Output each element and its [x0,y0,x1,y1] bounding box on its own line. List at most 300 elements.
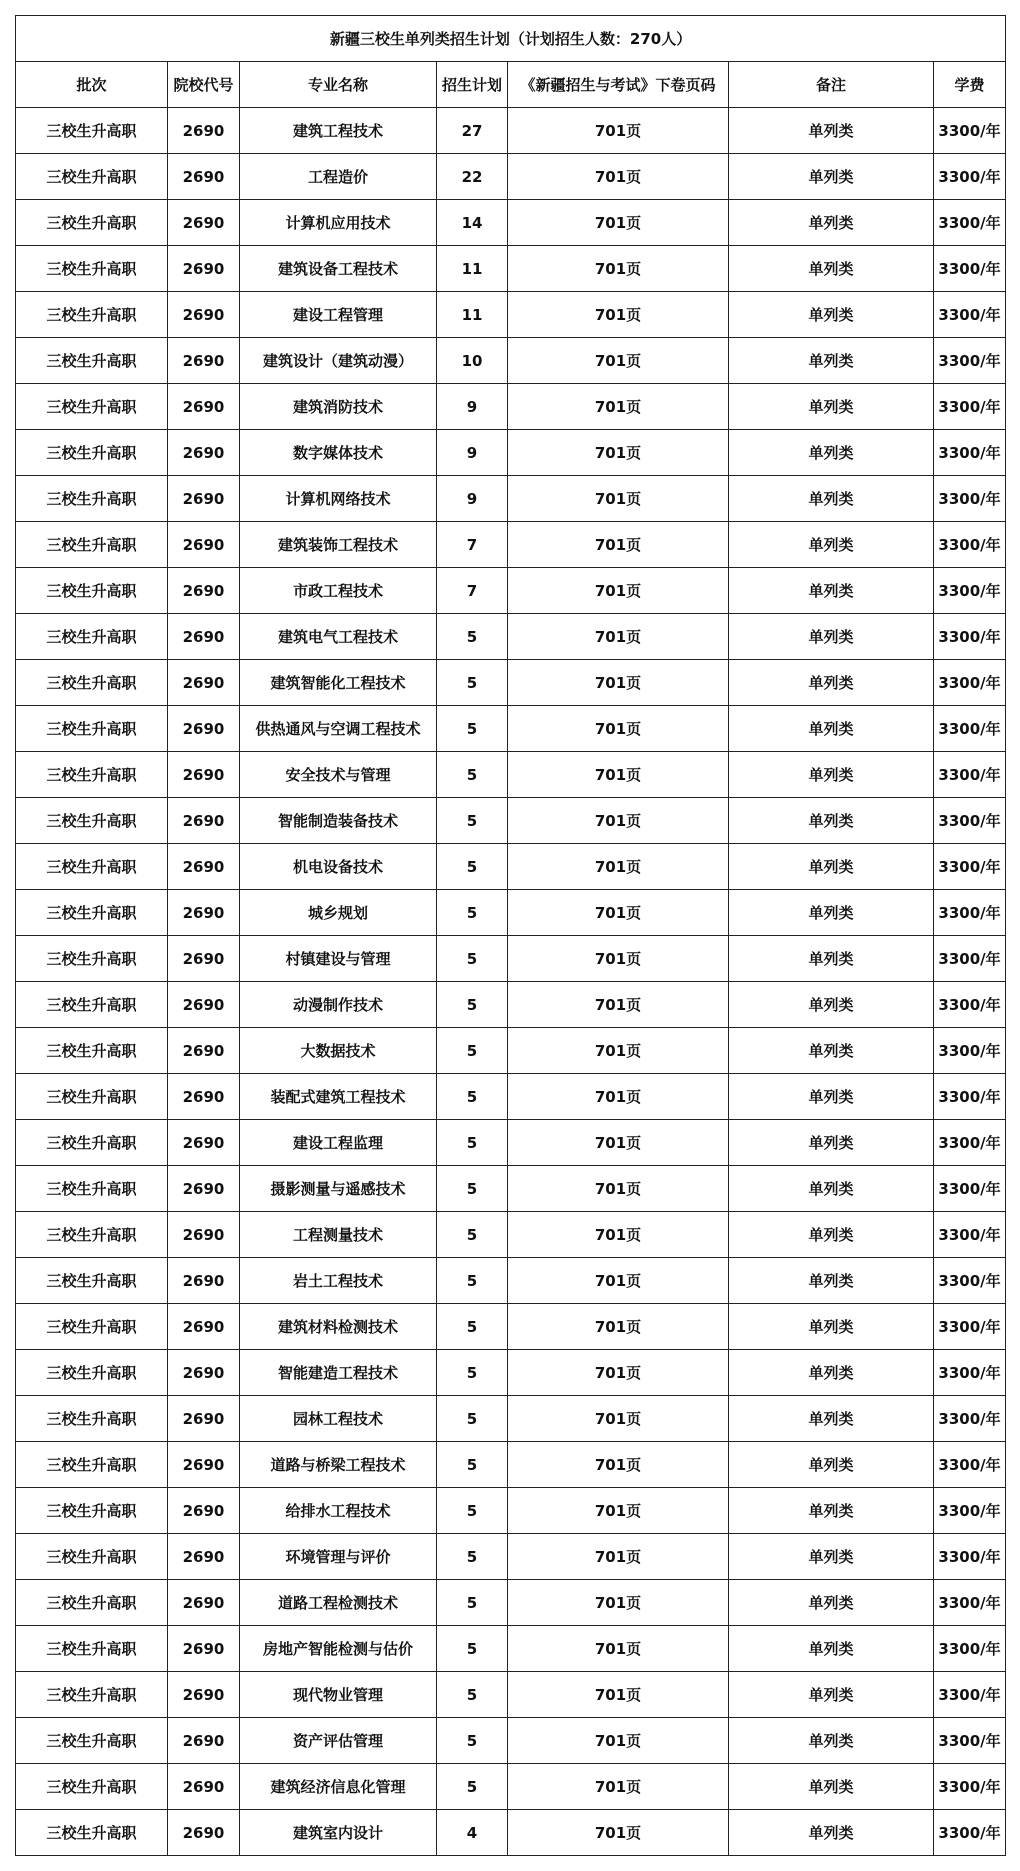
cell-page-number: 701页 [508,338,729,384]
cell-major-name: 现代物业管理 [240,1672,437,1718]
cell-enrollment-plan: 5 [437,1212,508,1258]
cell-remarks: 单列类 [729,1764,934,1810]
cell-enrollment-plan: 5 [437,752,508,798]
cell-school-code: 2690 [168,1580,240,1626]
cell-batch: 三校生升高职 [16,200,168,246]
table-row [16,936,1006,982]
cell-major-name: 道路与桥梁工程技术 [240,1442,437,1488]
cell-tuition: 3300/年 [934,154,1006,200]
cell-enrollment-plan: 5 [437,1442,508,1488]
cell-batch: 三校生升高职 [16,522,168,568]
cell-remarks: 单列类 [729,752,934,798]
cell-tuition: 3300/年 [934,476,1006,522]
cell-batch: 三校生升高职 [16,1120,168,1166]
cell-remarks: 单列类 [729,200,934,246]
cell-batch: 三校生升高职 [16,338,168,384]
cell-batch: 三校生升高职 [16,1258,168,1304]
table-row [16,108,1006,154]
cell-batch: 三校生升高职 [16,1764,168,1810]
table-row [16,522,1006,568]
cell-school-code: 2690 [168,1258,240,1304]
cell-school-code: 2690 [168,430,240,476]
cell-tuition: 3300/年 [934,1534,1006,1580]
header-page-number: 《新疆招生与考试》下卷页码 [508,62,729,108]
header-remarks: 备注 [729,62,934,108]
cell-page-number: 701页 [508,430,729,476]
cell-page-number: 701页 [508,1580,729,1626]
cell-batch: 三校生升高职 [16,890,168,936]
table-row [16,1626,1006,1672]
cell-page-number: 701页 [508,1258,729,1304]
cell-major-name: 摄影测量与遥感技术 [240,1166,437,1212]
cell-enrollment-plan: 5 [437,1166,508,1212]
cell-batch: 三校生升高职 [16,568,168,614]
cell-school-code: 2690 [168,476,240,522]
cell-major-name: 园林工程技术 [240,1396,437,1442]
cell-enrollment-plan: 5 [437,1258,508,1304]
cell-major-name: 安全技术与管理 [240,752,437,798]
cell-major-name: 建筑材料检测技术 [240,1304,437,1350]
cell-enrollment-plan: 27 [437,108,508,154]
table-row [16,1304,1006,1350]
cell-batch: 三校生升高职 [16,1626,168,1672]
cell-remarks: 单列类 [729,798,934,844]
cell-page-number: 701页 [508,1304,729,1350]
cell-remarks: 单列类 [729,660,934,706]
cell-batch: 三校生升高职 [16,1442,168,1488]
cell-page-number: 701页 [508,890,729,936]
cell-enrollment-plan: 7 [437,568,508,614]
cell-major-name: 道路工程检测技术 [240,1580,437,1626]
cell-batch: 三校生升高职 [16,798,168,844]
cell-school-code: 2690 [168,1534,240,1580]
cell-page-number: 701页 [508,1074,729,1120]
cell-batch: 三校生升高职 [16,292,168,338]
table-row [16,1166,1006,1212]
cell-enrollment-plan: 5 [437,1396,508,1442]
cell-tuition: 3300/年 [934,108,1006,154]
cell-enrollment-plan: 14 [437,200,508,246]
cell-page-number: 701页 [508,1672,729,1718]
cell-major-name: 建筑设备工程技术 [240,246,437,292]
cell-enrollment-plan: 5 [437,890,508,936]
table-row [16,1258,1006,1304]
table-row [16,1718,1006,1764]
cell-tuition: 3300/年 [934,246,1006,292]
cell-enrollment-plan: 5 [437,936,508,982]
cell-major-name: 建设工程管理 [240,292,437,338]
cell-major-name: 建筑经济信息化管理 [240,1764,437,1810]
cell-school-code: 2690 [168,154,240,200]
cell-page-number: 701页 [508,522,729,568]
cell-major-name: 工程测量技术 [240,1212,437,1258]
cell-tuition: 3300/年 [934,1166,1006,1212]
cell-remarks: 单列类 [729,1718,934,1764]
cell-remarks: 单列类 [729,1304,934,1350]
cell-tuition: 3300/年 [934,568,1006,614]
cell-remarks: 单列类 [729,936,934,982]
cell-school-code: 2690 [168,1028,240,1074]
table-row [16,706,1006,752]
cell-school-code: 2690 [168,614,240,660]
cell-remarks: 单列类 [729,476,934,522]
cell-batch: 三校生升高职 [16,1580,168,1626]
cell-tuition: 3300/年 [934,1074,1006,1120]
cell-tuition: 3300/年 [934,1764,1006,1810]
cell-tuition: 3300/年 [934,1258,1006,1304]
cell-batch: 三校生升高职 [16,1166,168,1212]
cell-school-code: 2690 [168,1672,240,1718]
cell-enrollment-plan: 7 [437,522,508,568]
cell-school-code: 2690 [168,844,240,890]
cell-batch: 三校生升高职 [16,1350,168,1396]
cell-remarks: 单列类 [729,1396,934,1442]
table-row [16,476,1006,522]
cell-enrollment-plan: 5 [437,1672,508,1718]
table-row [16,1488,1006,1534]
cell-enrollment-plan: 5 [437,1028,508,1074]
cell-tuition: 3300/年 [934,384,1006,430]
cell-major-name: 建筑工程技术 [240,108,437,154]
table-row [16,292,1006,338]
table-row [16,844,1006,890]
cell-major-name: 建筑设计（建筑动漫） [240,338,437,384]
cell-school-code: 2690 [168,1488,240,1534]
cell-tuition: 3300/年 [934,1488,1006,1534]
cell-remarks: 单列类 [729,982,934,1028]
table-row [16,614,1006,660]
cell-major-name: 建设工程监理 [240,1120,437,1166]
cell-tuition: 3300/年 [934,522,1006,568]
cell-batch: 三校生升高职 [16,1212,168,1258]
cell-remarks: 单列类 [729,890,934,936]
cell-page-number: 701页 [508,798,729,844]
cell-tuition: 3300/年 [934,844,1006,890]
cell-enrollment-plan: 5 [437,798,508,844]
cell-batch: 三校生升高职 [16,1534,168,1580]
cell-major-name: 大数据技术 [240,1028,437,1074]
cell-school-code: 2690 [168,1442,240,1488]
cell-batch: 三校生升高职 [16,1488,168,1534]
cell-school-code: 2690 [168,1304,240,1350]
cell-school-code: 2690 [168,338,240,384]
cell-remarks: 单列类 [729,1074,934,1120]
title-row [16,16,1006,62]
cell-school-code: 2690 [168,1396,240,1442]
cell-school-code: 2690 [168,1120,240,1166]
cell-enrollment-plan: 5 [437,1764,508,1810]
cell-remarks: 单列类 [729,522,934,568]
cell-school-code: 2690 [168,200,240,246]
cell-school-code: 2690 [168,1212,240,1258]
table-row [16,1764,1006,1810]
cell-enrollment-plan: 11 [437,246,508,292]
cell-enrollment-plan: 5 [437,1534,508,1580]
cell-tuition: 3300/年 [934,936,1006,982]
cell-school-code: 2690 [168,1074,240,1120]
cell-batch: 三校生升高职 [16,1074,168,1120]
cell-batch: 三校生升高职 [16,752,168,798]
cell-major-name: 岩土工程技术 [240,1258,437,1304]
table-row [16,384,1006,430]
cell-enrollment-plan: 5 [437,1120,508,1166]
cell-tuition: 3300/年 [934,1120,1006,1166]
cell-school-code: 2690 [168,1810,240,1856]
cell-page-number: 701页 [508,108,729,154]
cell-page-number: 701页 [508,1442,729,1488]
table-row [16,890,1006,936]
cell-remarks: 单列类 [729,246,934,292]
cell-remarks: 单列类 [729,1672,934,1718]
cell-tuition: 3300/年 [934,1028,1006,1074]
cell-major-name: 建筑消防技术 [240,384,437,430]
cell-enrollment-plan: 5 [437,660,508,706]
table-row [16,982,1006,1028]
cell-major-name: 给排水工程技术 [240,1488,437,1534]
cell-school-code: 2690 [168,1764,240,1810]
table-row [16,1442,1006,1488]
cell-enrollment-plan: 5 [437,706,508,752]
header-enrollment-plan: 招生计划 [437,62,508,108]
cell-major-name: 装配式建筑工程技术 [240,1074,437,1120]
cell-enrollment-plan: 5 [437,1718,508,1764]
table-row [16,1810,1006,1856]
cell-school-code: 2690 [168,384,240,430]
enrollment-plan-table [15,15,1006,1856]
cell-major-name: 建筑电气工程技术 [240,614,437,660]
cell-page-number: 701页 [508,476,729,522]
cell-tuition: 3300/年 [934,1304,1006,1350]
cell-tuition: 3300/年 [934,430,1006,476]
cell-major-name: 数字媒体技术 [240,430,437,476]
header-major-name: 专业名称 [240,62,437,108]
cell-page-number: 701页 [508,154,729,200]
cell-major-name: 建筑智能化工程技术 [240,660,437,706]
cell-tuition: 3300/年 [934,1626,1006,1672]
cell-page-number: 701页 [508,1166,729,1212]
cell-tuition: 3300/年 [934,338,1006,384]
cell-tuition: 3300/年 [934,1718,1006,1764]
cell-remarks: 单列类 [729,1580,934,1626]
cell-batch: 三校生升高职 [16,844,168,890]
cell-page-number: 701页 [508,936,729,982]
cell-major-name: 智能制造装备技术 [240,798,437,844]
cell-remarks: 单列类 [729,1534,934,1580]
cell-remarks: 单列类 [729,430,934,476]
cell-tuition: 3300/年 [934,1580,1006,1626]
cell-enrollment-plan: 10 [437,338,508,384]
cell-remarks: 单列类 [729,1810,934,1856]
table-row [16,1120,1006,1166]
cell-remarks: 单列类 [729,1028,934,1074]
cell-enrollment-plan: 5 [437,1488,508,1534]
cell-page-number: 701页 [508,292,729,338]
cell-remarks: 单列类 [729,568,934,614]
cell-batch: 三校生升高职 [16,384,168,430]
cell-tuition: 3300/年 [934,890,1006,936]
table-row [16,338,1006,384]
cell-school-code: 2690 [168,568,240,614]
cell-batch: 三校生升高职 [16,936,168,982]
cell-remarks: 单列类 [729,1166,934,1212]
cell-batch: 三校生升高职 [16,614,168,660]
cell-tuition: 3300/年 [934,1212,1006,1258]
cell-page-number: 701页 [508,844,729,890]
cell-tuition: 3300/年 [934,660,1006,706]
table-row [16,1028,1006,1074]
cell-school-code: 2690 [168,890,240,936]
header-row [16,62,1006,108]
cell-batch: 三校生升高职 [16,1304,168,1350]
cell-school-code: 2690 [168,246,240,292]
cell-remarks: 单列类 [729,338,934,384]
cell-page-number: 701页 [508,1810,729,1856]
header-school-code: 院校代号 [168,62,240,108]
cell-school-code: 2690 [168,936,240,982]
cell-page-number: 701页 [508,1488,729,1534]
cell-major-name: 建筑装饰工程技术 [240,522,437,568]
cell-school-code: 2690 [168,522,240,568]
cell-page-number: 701页 [508,706,729,752]
cell-tuition: 3300/年 [934,752,1006,798]
cell-remarks: 单列类 [729,1120,934,1166]
cell-page-number: 701页 [508,1764,729,1810]
cell-enrollment-plan: 4 [437,1810,508,1856]
cell-major-name: 机电设备技术 [240,844,437,890]
cell-school-code: 2690 [168,292,240,338]
cell-major-name: 环境管理与评价 [240,1534,437,1580]
cell-major-name: 计算机应用技术 [240,200,437,246]
cell-page-number: 701页 [508,1534,729,1580]
table-row [16,246,1006,292]
cell-page-number: 701页 [508,1396,729,1442]
cell-remarks: 单列类 [729,1626,934,1672]
cell-school-code: 2690 [168,706,240,752]
table-row [16,430,1006,476]
cell-page-number: 701页 [508,1212,729,1258]
cell-major-name: 供热通风与空调工程技术 [240,706,437,752]
cell-remarks: 单列类 [729,1212,934,1258]
header-batch: 批次 [16,62,168,108]
cell-school-code: 2690 [168,1718,240,1764]
cell-tuition: 3300/年 [934,1672,1006,1718]
cell-batch: 三校生升高职 [16,154,168,200]
table-row [16,1396,1006,1442]
cell-enrollment-plan: 5 [437,1626,508,1672]
table-row [16,200,1006,246]
cell-batch: 三校生升高职 [16,246,168,292]
cell-tuition: 3300/年 [934,1350,1006,1396]
cell-school-code: 2690 [168,108,240,154]
cell-page-number: 701页 [508,614,729,660]
cell-tuition: 3300/年 [934,798,1006,844]
cell-major-name: 计算机网络技术 [240,476,437,522]
cell-page-number: 701页 [508,982,729,1028]
cell-major-name: 动漫制作技术 [240,982,437,1028]
cell-page-number: 701页 [508,1350,729,1396]
cell-page-number: 701页 [508,246,729,292]
cell-tuition: 3300/年 [934,706,1006,752]
cell-remarks: 单列类 [729,1488,934,1534]
cell-remarks: 单列类 [729,292,934,338]
table-body [16,108,1006,1856]
cell-school-code: 2690 [168,798,240,844]
cell-page-number: 701页 [508,1120,729,1166]
table-row [16,1074,1006,1120]
cell-enrollment-plan: 9 [437,384,508,430]
cell-school-code: 2690 [168,1350,240,1396]
cell-enrollment-plan: 9 [437,476,508,522]
cell-remarks: 单列类 [729,154,934,200]
cell-batch: 三校生升高职 [16,430,168,476]
cell-batch: 三校生升高职 [16,1028,168,1074]
cell-batch: 三校生升高职 [16,706,168,752]
table-row [16,1212,1006,1258]
cell-remarks: 单列类 [729,1258,934,1304]
cell-major-name: 村镇建设与管理 [240,936,437,982]
cell-remarks: 单列类 [729,384,934,430]
cell-enrollment-plan: 11 [437,292,508,338]
cell-school-code: 2690 [168,1166,240,1212]
cell-tuition: 3300/年 [934,1442,1006,1488]
cell-enrollment-plan: 22 [437,154,508,200]
table-title: 新疆三校生单列类招生计划（计划招生人数：270人） [16,16,1006,62]
cell-tuition: 3300/年 [934,1810,1006,1856]
cell-page-number: 701页 [508,1028,729,1074]
cell-tuition: 3300/年 [934,292,1006,338]
cell-remarks: 单列类 [729,108,934,154]
cell-enrollment-plan: 5 [437,614,508,660]
cell-school-code: 2690 [168,660,240,706]
cell-enrollment-plan: 5 [437,982,508,1028]
cell-enrollment-plan: 5 [437,844,508,890]
cell-school-code: 2690 [168,1626,240,1672]
cell-major-name: 市政工程技术 [240,568,437,614]
cell-major-name: 智能建造工程技术 [240,1350,437,1396]
cell-enrollment-plan: 5 [437,1304,508,1350]
cell-enrollment-plan: 5 [437,1074,508,1120]
table-row [16,154,1006,200]
cell-remarks: 单列类 [729,1350,934,1396]
cell-tuition: 3300/年 [934,982,1006,1028]
cell-enrollment-plan: 5 [437,1580,508,1626]
cell-remarks: 单列类 [729,1442,934,1488]
cell-enrollment-plan: 9 [437,430,508,476]
cell-page-number: 701页 [508,384,729,430]
cell-tuition: 3300/年 [934,200,1006,246]
cell-batch: 三校生升高职 [16,982,168,1028]
cell-enrollment-plan: 5 [437,1350,508,1396]
cell-major-name: 城乡规划 [240,890,437,936]
cell-page-number: 701页 [508,1626,729,1672]
cell-batch: 三校生升高职 [16,1718,168,1764]
header-tuition: 学费 [934,62,1006,108]
cell-remarks: 单列类 [729,614,934,660]
cell-tuition: 3300/年 [934,1396,1006,1442]
cell-batch: 三校生升高职 [16,108,168,154]
table-row [16,1580,1006,1626]
table-row [16,752,1006,798]
table-row [16,568,1006,614]
cell-page-number: 701页 [508,1718,729,1764]
cell-batch: 三校生升高职 [16,1672,168,1718]
cell-page-number: 701页 [508,660,729,706]
cell-page-number: 701页 [508,200,729,246]
cell-page-number: 701页 [508,568,729,614]
cell-major-name: 房地产智能检测与估价 [240,1626,437,1672]
cell-remarks: 单列类 [729,706,934,752]
cell-batch: 三校生升高职 [16,476,168,522]
